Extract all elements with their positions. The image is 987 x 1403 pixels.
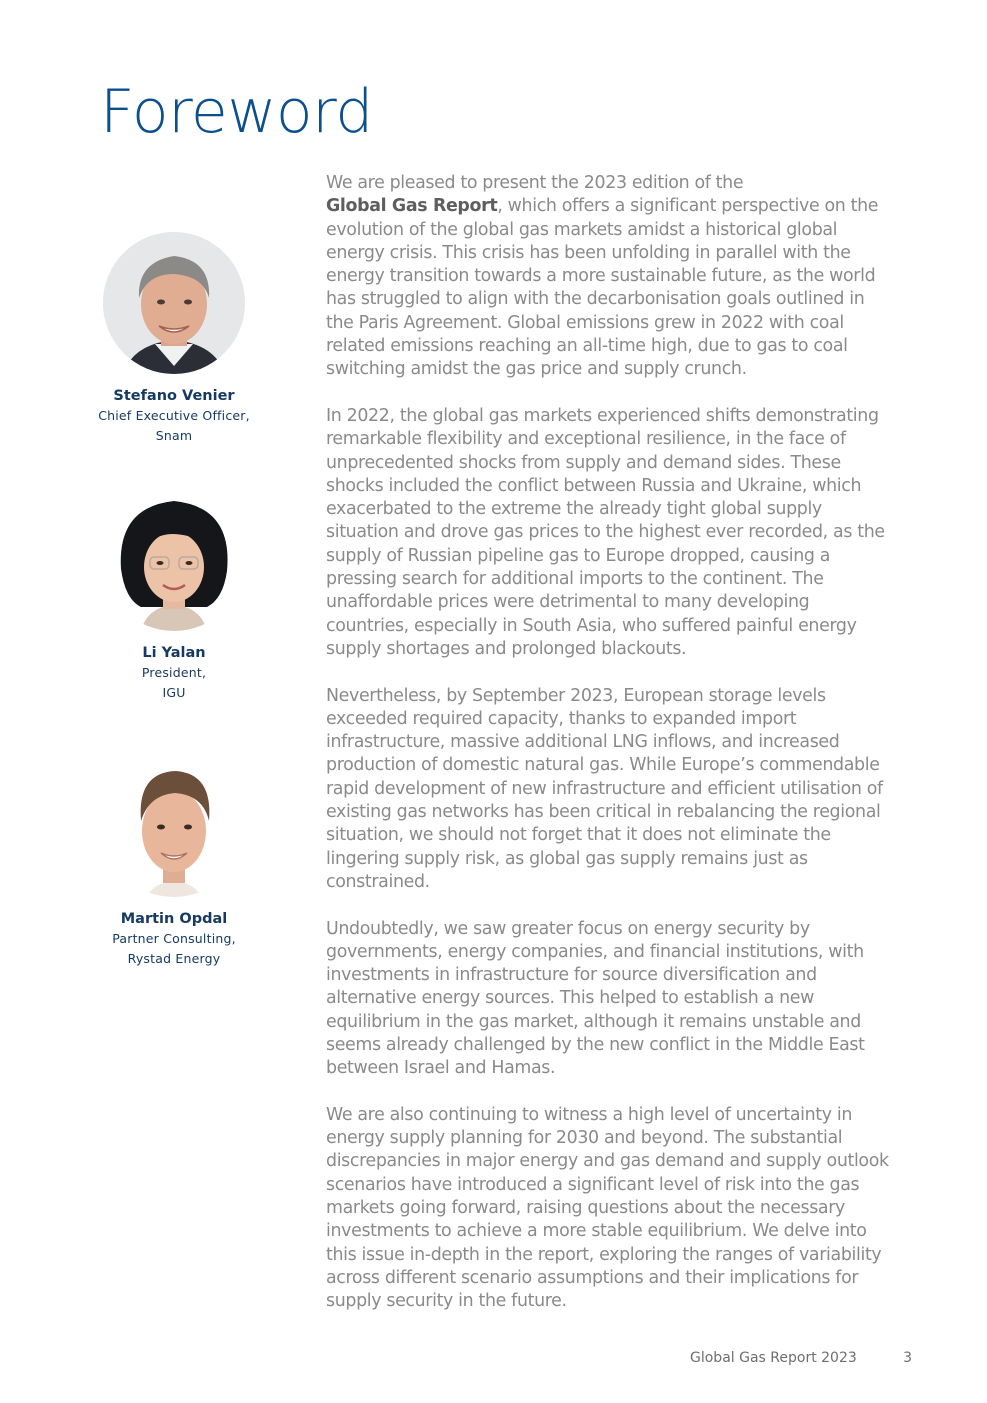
portrait-photo (103, 489, 245, 631)
page-title: Foreword (100, 77, 373, 147)
contributor-card (86, 232, 262, 446)
page-footer (690, 1350, 912, 1366)
foreword-body (326, 172, 894, 1337)
contributor-name: Martin Opdal (120, 911, 228, 927)
contributor-role: Partner Consulting, (112, 931, 236, 946)
contributor-organization: Rystad Energy (127, 951, 221, 966)
paragraph-intro: We are pleased to present the 2023 edition of the (326, 173, 744, 193)
body-paragraph: We are also continuing to witness a high level of uncertainty in energy supply planning for 2030 and beyond. The substantial discrepancies in major energy and gas demand and supply outlook scenarios have introduced a significant level of risk into the gas markets going forward, raising questions about the necessary investments to achieve a more stable equilibrium. We delve into this issue in-depth in the report, exploring the ranges of variability across different scenario assumptions and their implications for supply security in the future. (326, 1104, 889, 1312)
contributor-name: Stefano Venier (113, 388, 235, 404)
contributor-card (86, 755, 262, 969)
contributor-card (86, 489, 262, 703)
contributor-name: Li Yalan (142, 645, 206, 661)
contributor-organization: Snam (155, 428, 193, 443)
paragraph-text: , which offers a significant perspective on the evolution of the global gas markets amidst a historical global energy crisis. This crisis has been unfolding in parallel with the energy transition towards a more sustainable future, as the world has struggled to align with the decarbonisation goals outlined in the Paris Agreement. Global emissions grew in 2022 with coal related emissions reaching an all-time high, due to gas to coal switching amidst the gas price and supply crunch. (326, 196, 879, 380)
footer-report-name: Global Gas Report 2023 (690, 1350, 857, 1366)
report-title-emphasis: Global Gas Report (326, 196, 498, 217)
body-paragraph (326, 172, 894, 382)
portrait-photo (103, 232, 245, 374)
body-paragraph: Undoubtedly, we saw greater focus on energy security by governments, energy companies, and financial institutions, with investments in infrastructure for source diversification and alternative energy sources. This helped to establish a new equilibrium in the gas market, although it remains unstable and seems already challenged by the new conflict in the Middle East between Israel and Hamas. (326, 918, 865, 1079)
body-paragraph: In 2022, the global gas markets experienced shifts demonstrating remarkable flexibility and exceptional resilience, in the face of unprecedented shocks from supply and demand sides. These shocks included the conflict between Russia and Ukraine, which exacerbated to the extreme the already tight global supply situation and drove gas prices to the highest ever recorded, as the supply of Russian pipeline gas to Europe dropped, causing a pressing search for additional imports to the continent. The unaffordable prices were detrimental to many developing countries, especially in South Asia, who suffered painful energy supply shortages and prolonged blackouts. (326, 405, 885, 659)
body-paragraph: Nevertheless, by September 2023, European storage levels exceeded required capacity, thanks to expanded import infrastructure, massive additional LNG inflows, and increased production of domestic natural gas. While Europe’s commendable rapid development of new infrastructure and efficient utilisation of existing gas networks has been critical in rebalancing the regional situation, we should not forget that it does not eliminate the lingering supply risk, as global gas supply remains just as constrained. (326, 685, 883, 892)
portrait-photo (103, 755, 245, 897)
contributor-organization: IGU (162, 685, 186, 700)
contributor-role: President, (141, 665, 207, 680)
page-number: 3 (903, 1350, 912, 1366)
contributor-role: Chief Executive Officer, (98, 408, 250, 423)
